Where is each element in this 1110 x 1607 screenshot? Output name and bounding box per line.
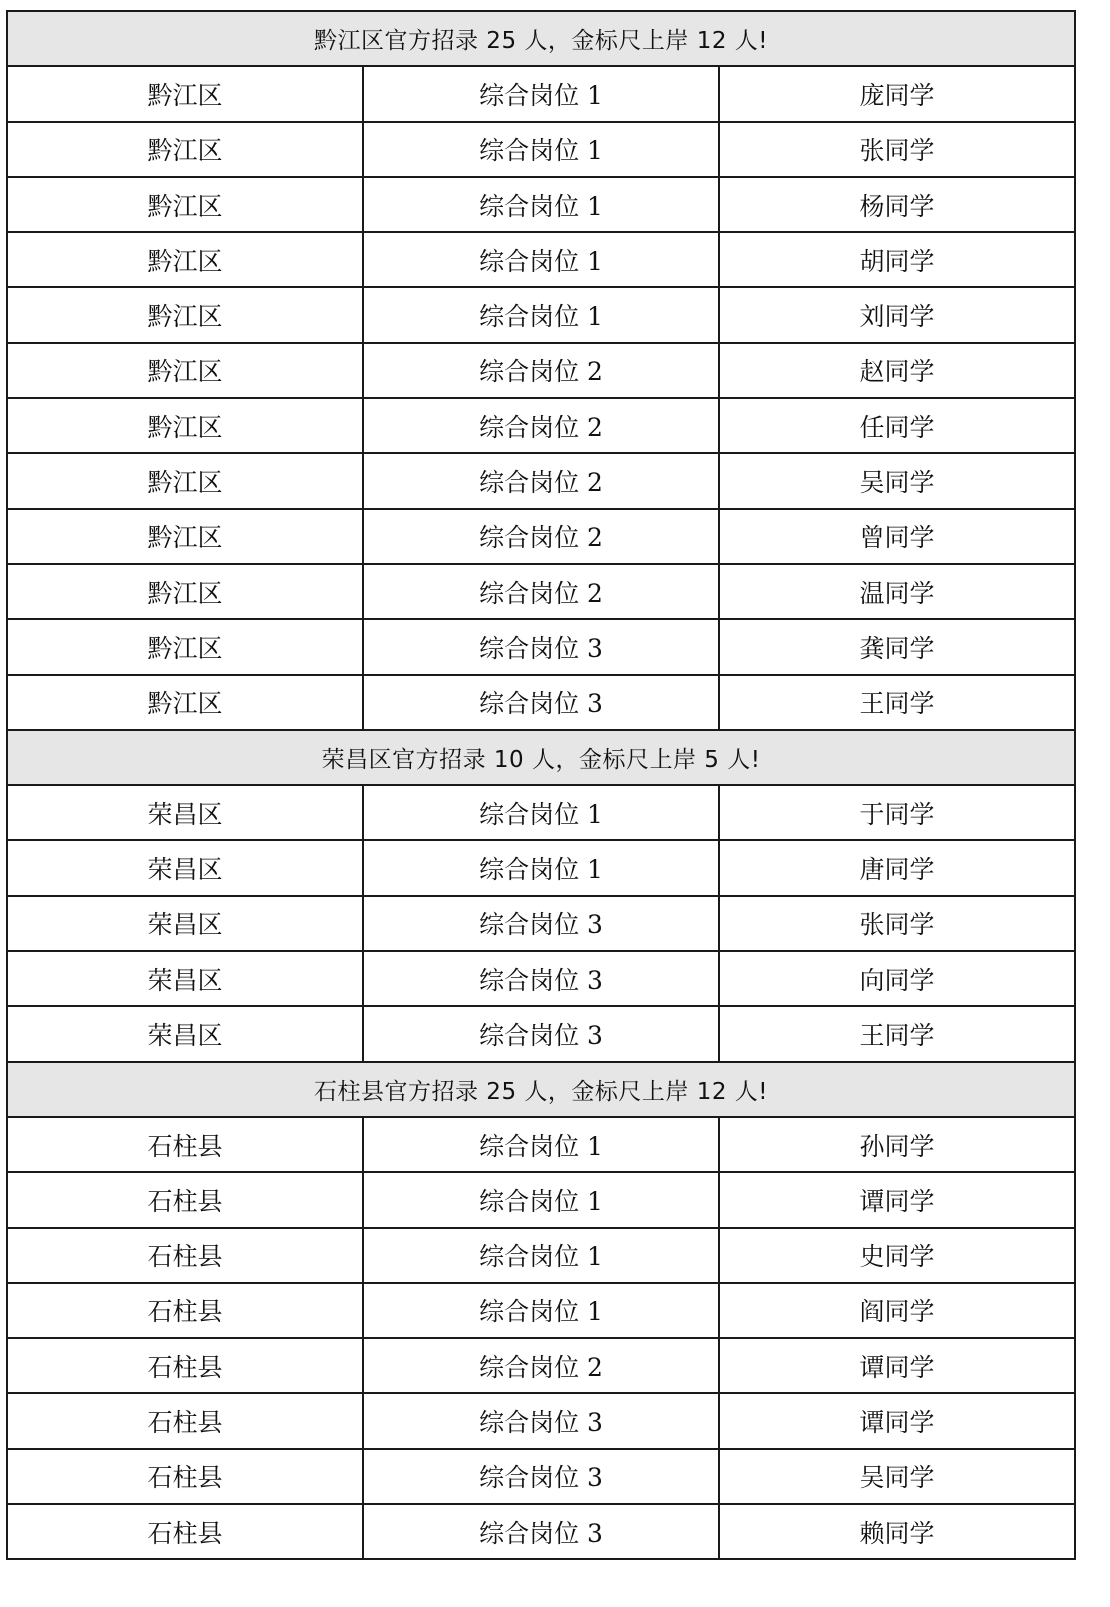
position-cell: 综合岗位 1: [362, 786, 718, 839]
table-row: [8, 1007, 1074, 1062]
district-cell: 黔江区: [147, 523, 223, 553]
section-header: 石柱县官方招录 25 人，金标尺上岸 12 人!: [8, 1063, 1074, 1118]
student-cell: 王同学: [718, 676, 1074, 729]
table-row: [8, 897, 1074, 952]
position-cell: 综合岗位 2: [362, 565, 718, 618]
student-cell: 吴同学: [718, 1450, 1074, 1503]
district-cell: 荣昌区: [147, 855, 223, 885]
district-cell: 石柱县: [147, 1131, 223, 1161]
position-cell: 综合岗位 1: [362, 178, 718, 231]
student-cell: 张同学: [718, 123, 1074, 176]
table-row: [8, 123, 1074, 178]
position-cell: 综合岗位 3: [362, 1450, 718, 1503]
table-row: [8, 67, 1074, 122]
student-cell: 庞同学: [718, 67, 1074, 120]
results-table: [6, 10, 1076, 1560]
student-cell: 胡同学: [718, 233, 1074, 286]
position-cell: 综合岗位 3: [362, 1394, 718, 1447]
table-row: [8, 1229, 1074, 1284]
table-row: [8, 1284, 1074, 1339]
student-cell: 谭同学: [718, 1339, 1074, 1392]
district-cell: 荣昌区: [147, 799, 223, 829]
position-cell: 综合岗位 2: [362, 510, 718, 563]
student-cell: 杨同学: [718, 178, 1074, 231]
district-cell: 黔江区: [147, 246, 223, 276]
position-cell: 综合岗位 1: [362, 288, 718, 341]
section-header: 荣昌区官方招录 10 人，金标尺上岸 5 人!: [8, 731, 1074, 786]
position-cell: 综合岗位 3: [362, 1007, 718, 1060]
position-cell: 综合岗位 1: [362, 1173, 718, 1226]
district-cell: 黔江区: [147, 689, 223, 719]
student-cell: 史同学: [718, 1229, 1074, 1282]
student-cell: 曾同学: [718, 510, 1074, 563]
district-cell: 荣昌区: [147, 910, 223, 940]
position-cell: 综合岗位 3: [362, 952, 718, 1005]
table-row: [8, 233, 1074, 288]
table-row: [8, 1450, 1074, 1505]
student-cell: 孙同学: [718, 1118, 1074, 1171]
table-row: [8, 399, 1074, 454]
table-row: [8, 288, 1074, 343]
section-header: 黔江区官方招录 25 人，金标尺上岸 12 人!: [8, 12, 1074, 67]
position-cell: 综合岗位 1: [362, 841, 718, 894]
position-cell: 综合岗位 1: [362, 1284, 718, 1337]
position-cell: 综合岗位 3: [362, 897, 718, 950]
table-row: [8, 1505, 1074, 1560]
table-row: [8, 344, 1074, 399]
student-cell: 于同学: [718, 786, 1074, 839]
district-cell: 石柱县: [147, 1518, 223, 1548]
position-cell: 综合岗位 1: [362, 1118, 718, 1171]
position-cell: 综合岗位 1: [362, 123, 718, 176]
position-cell: 综合岗位 3: [362, 676, 718, 729]
table-row: [8, 786, 1074, 841]
position-cell: 综合岗位 2: [362, 454, 718, 507]
position-cell: 综合岗位 1: [362, 233, 718, 286]
student-cell: 王同学: [718, 1007, 1074, 1060]
table-row: [8, 676, 1074, 731]
table-row: [8, 952, 1074, 1007]
table-row: [8, 620, 1074, 675]
district-cell: 荣昌区: [147, 1020, 223, 1050]
district-cell: 石柱县: [147, 1186, 223, 1216]
position-cell: 综合岗位 1: [362, 67, 718, 120]
student-cell: 赵同学: [718, 344, 1074, 397]
student-cell: 任同学: [718, 399, 1074, 452]
table-row: [8, 454, 1074, 509]
district-cell: 黔江区: [147, 412, 223, 442]
student-cell: 唐同学: [718, 841, 1074, 894]
table-row: [8, 1339, 1074, 1394]
district-cell: 黔江区: [147, 468, 223, 498]
student-cell: 阎同学: [718, 1284, 1074, 1337]
district-cell: 黔江区: [147, 302, 223, 332]
student-cell: 向同学: [718, 952, 1074, 1005]
district-cell: 黔江区: [147, 357, 223, 387]
district-cell: 黔江区: [147, 191, 223, 221]
table-row: [8, 565, 1074, 620]
position-cell: 综合岗位 2: [362, 344, 718, 397]
district-cell: 石柱县: [147, 1297, 223, 1327]
district-cell: 黔江区: [147, 80, 223, 110]
student-cell: 吴同学: [718, 454, 1074, 507]
table-row: [8, 510, 1074, 565]
district-cell: 黔江区: [147, 136, 223, 166]
table-row: [8, 178, 1074, 233]
district-cell: 荣昌区: [147, 965, 223, 995]
district-cell: 石柱县: [147, 1408, 223, 1438]
position-cell: 综合岗位 3: [362, 1505, 718, 1558]
district-cell: 石柱县: [147, 1463, 223, 1493]
district-cell: 黔江区: [147, 633, 223, 663]
position-cell: 综合岗位 2: [362, 1339, 718, 1392]
position-cell: 综合岗位 1: [362, 1229, 718, 1282]
table-row: [8, 1118, 1074, 1173]
position-cell: 综合岗位 3: [362, 620, 718, 673]
position-cell: 综合岗位 2: [362, 399, 718, 452]
student-cell: 谭同学: [718, 1173, 1074, 1226]
table-row: [8, 841, 1074, 896]
student-cell: 赖同学: [718, 1505, 1074, 1558]
district-cell: 石柱县: [147, 1352, 223, 1382]
student-cell: 温同学: [718, 565, 1074, 618]
student-cell: 龚同学: [718, 620, 1074, 673]
district-cell: 石柱县: [147, 1242, 223, 1272]
table-row: [8, 1173, 1074, 1228]
district-cell: 黔江区: [147, 578, 223, 608]
student-cell: 谭同学: [718, 1394, 1074, 1447]
table-row: [8, 1394, 1074, 1449]
student-cell: 刘同学: [718, 288, 1074, 341]
student-cell: 张同学: [718, 897, 1074, 950]
